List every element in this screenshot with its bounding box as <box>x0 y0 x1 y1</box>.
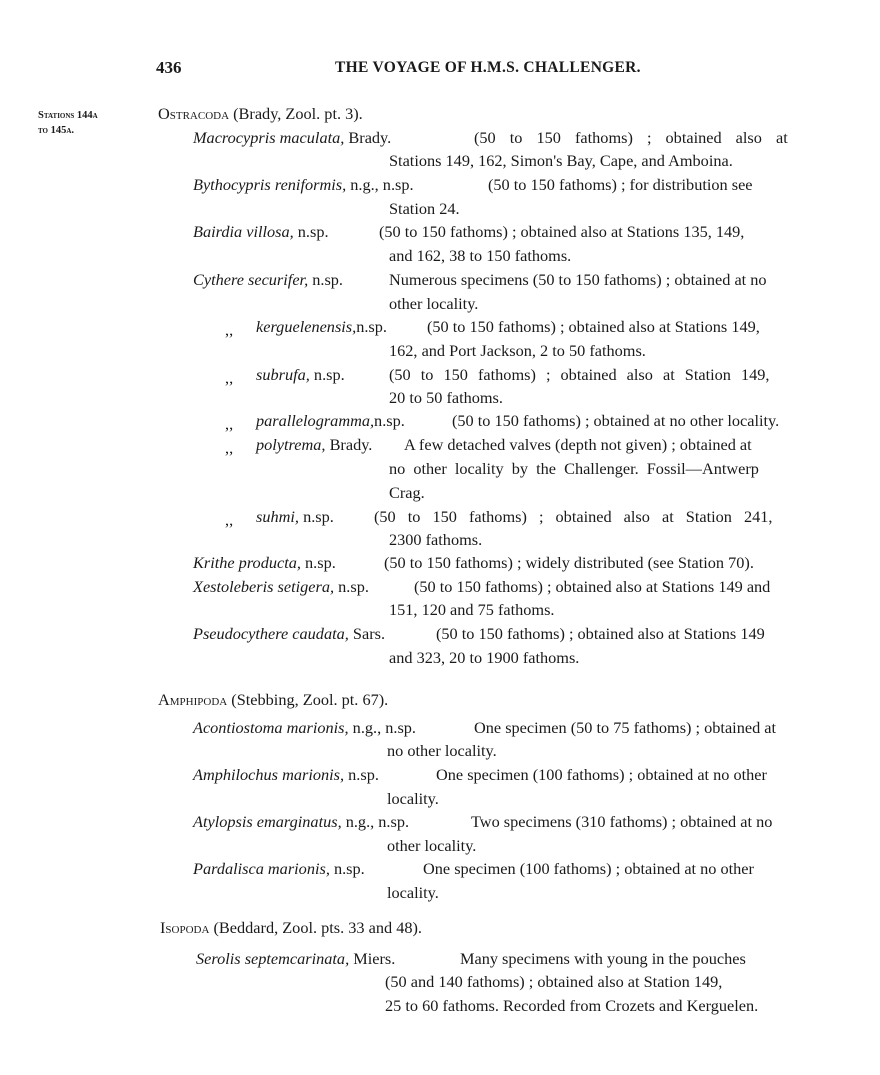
section-reference: (Beddard, Zool. pts. 33 and 48). <box>213 918 422 937</box>
species-entry <box>256 507 773 527</box>
species-authority: Brady. <box>329 435 373 454</box>
entry-text: Two specimens (310 fathoms) ; obtained at no <box>471 812 773 831</box>
entry-text: (50 and 140 fathoms) ; obtained also at Station 149, <box>385 972 723 991</box>
species-entry <box>193 718 777 738</box>
species-entry <box>193 270 767 290</box>
species-authority: Sars. <box>352 624 386 643</box>
species-entry <box>193 128 843 148</box>
species-entry <box>256 317 760 337</box>
section-title: Ostracoda <box>158 104 230 123</box>
species-entry <box>196 949 746 969</box>
entry-text: One specimen (50 to 75 fathoms) ; obtained at <box>474 718 777 737</box>
entry-text: (50 to 150 fathoms) ; obtained at no other locality. <box>452 411 780 430</box>
species-authority: n.sp. <box>374 411 405 430</box>
species-name: Amphilochus marionis, <box>193 765 345 784</box>
species-entry <box>193 812 773 832</box>
entry-text: One specimen (100 fathoms) ; obtained at no other <box>436 765 767 784</box>
section-reference: (Brady, Zool. pt. 3). <box>233 104 363 123</box>
species-name: Krithe producta, <box>193 553 301 572</box>
entry-text: Station 24. <box>389 199 460 218</box>
page-header <box>0 58 880 84</box>
entry-text: and 323, 20 to 1900 fathoms. <box>389 648 580 667</box>
species-authority: n.sp. <box>303 507 334 526</box>
species-name: subrufa, <box>256 365 310 384</box>
entry-text: 20 to 50 fathoms. <box>389 388 503 407</box>
entry-text: (50 to 150 fathoms) ; widely distributed (see Station 70). <box>384 553 754 572</box>
margin-note-line: Stations 144a <box>38 110 98 121</box>
entry-text: (50 to 150 fathoms) ; obtained also at Stations 149, <box>427 317 760 336</box>
species-authority: n.sp. <box>312 270 343 289</box>
species-entry <box>256 435 752 455</box>
species-name: Pardalisca marionis, <box>193 859 330 878</box>
entry-text: locality. <box>387 883 439 902</box>
entry-text: no other locality. <box>387 741 497 760</box>
entry-text: 162, and Port Jackson, 2 to 50 fathoms. <box>389 341 646 360</box>
entry-text: 25 to 60 fathoms. Recorded from Crozets and Kerguelen. <box>385 996 759 1015</box>
species-entry <box>193 577 771 597</box>
species-authority: n.g., n.sp. <box>350 175 414 194</box>
entry-text: locality. <box>387 789 439 808</box>
species-entry <box>193 175 753 195</box>
entry-text: 2300 fathoms. <box>389 530 483 549</box>
ditto-mark: ,, <box>225 414 234 433</box>
species-entry <box>193 553 754 573</box>
species-authority: n.sp. <box>313 365 345 384</box>
ditto-mark: ,, <box>225 510 234 529</box>
species-authority: n.sp. <box>356 317 387 336</box>
species-name: Atylopsis emarginatus, <box>193 812 342 831</box>
species-authority: n.g., n.sp. <box>352 718 416 737</box>
entry-text: (50 to 150 fathoms) ; obtained also at Station 241, <box>374 507 773 526</box>
species-authority: n.g., n.sp. <box>345 812 410 831</box>
species-name: polytrema, <box>256 435 326 454</box>
entry-text: (50 to 150 fathoms) ; obtained also at Stations 149 <box>436 624 765 643</box>
species-authority: n.sp. <box>338 577 369 596</box>
species-name: Bythocypris reniformis, <box>193 175 347 194</box>
entry-text: A few detached valves (depth not given) ; obtained at <box>404 435 752 454</box>
species-name: Xestoleberis setigera, <box>193 577 335 596</box>
margin-note-line: to 145a. <box>38 125 75 136</box>
entry-text: (50 to 150 fathoms) ; obtained also at Stations 135, 149, <box>379 222 745 241</box>
section-title: Isopoda <box>160 918 210 937</box>
species-name: parallelogramma, <box>256 411 375 430</box>
entry-text: One specimen (100 fathoms) ; obtained at no other <box>423 859 754 878</box>
species-authority: Brady. <box>348 128 392 147</box>
species-name: Pseudocythere caudata, <box>193 624 349 643</box>
species-authority: n.sp. <box>297 222 329 241</box>
entry-text: Stations 149, 162, Simon's Bay, Cape, and Amboina. <box>389 151 733 170</box>
entry-text: no other locality by the Challenger. Fossil—Antwerp <box>389 459 759 478</box>
species-name: suhmi, <box>256 507 299 526</box>
species-name: Cythere securifer, <box>193 270 309 289</box>
entry-text: Many specimens with young in the pouches <box>460 949 746 968</box>
entry-text: other locality. <box>389 294 479 313</box>
species-entry <box>193 765 767 785</box>
margin-note <box>38 108 148 138</box>
section-reference: (Stebbing, Zool. pt. 67). <box>231 690 389 709</box>
ditto-mark: ,, <box>225 368 234 387</box>
entry-text: (50 to 150 fathoms) ; obtained also at Station 149, <box>389 365 770 384</box>
section-heading-amphipoda <box>158 690 388 710</box>
entry-text: 151, 120 and 75 fathoms. <box>389 600 555 619</box>
entry-text: (50 to 150 fathoms) ; obtained also at Stations 149 and <box>414 577 771 596</box>
species-authority: Miers. <box>353 949 396 968</box>
species-name: Bairdia villosa, <box>193 222 294 241</box>
section-heading-ostracoda <box>158 104 363 124</box>
section-title: Amphipoda <box>158 690 228 709</box>
species-entry <box>193 859 754 879</box>
species-authority: n.sp. <box>348 765 379 784</box>
species-authority: n.sp. <box>333 859 365 878</box>
species-entry <box>193 624 765 644</box>
species-name: Macrocypris maculata, <box>193 128 345 147</box>
page-number: 436 <box>156 58 182 77</box>
entry-text: Crag. <box>389 483 425 502</box>
entry-text: and 162, 38 to 150 fathoms. <box>389 246 572 265</box>
entry-text: (50 to 150 fathoms) ; obtained also at <box>474 128 788 147</box>
entry-text: other locality. <box>387 836 477 855</box>
ditto-mark: ,, <box>225 320 234 339</box>
species-entry <box>256 411 780 431</box>
running-title: THE VOYAGE OF H.M.S. CHALLENGER. <box>335 59 641 76</box>
entry-text: (50 to 150 fathoms) ; for distribution see <box>488 175 753 194</box>
species-name: Serolis septemcarinata, <box>196 949 350 968</box>
species-name: kerguelenensis, <box>256 317 357 336</box>
species-entry <box>193 222 745 242</box>
species-entry <box>256 365 770 385</box>
entry-text: Numerous specimens (50 to 150 fathoms) ; obtained at no <box>389 270 767 289</box>
species-authority: n.sp. <box>305 553 336 572</box>
section-heading-isopoda <box>160 918 422 938</box>
ditto-mark: ,, <box>225 438 234 457</box>
species-name: Acontiostoma marionis, <box>193 718 349 737</box>
